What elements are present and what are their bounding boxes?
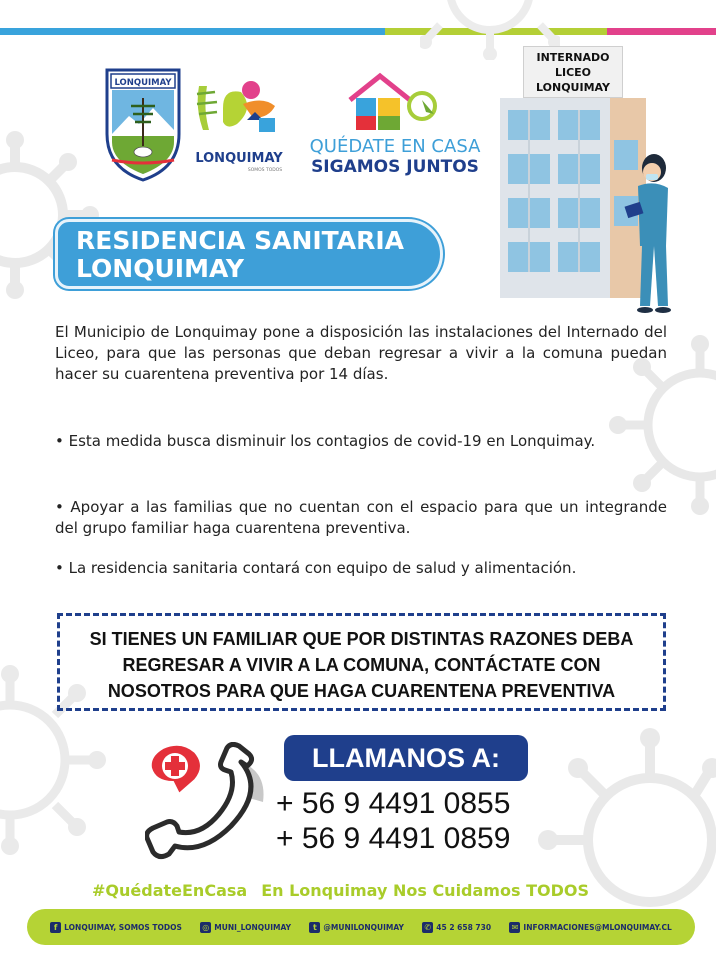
facebook-label: LONQUIMAY, SOMOS TODOS — [64, 922, 182, 932]
email-icon: ✉ — [509, 922, 520, 933]
quedate-en-casa-logo — [310, 70, 485, 180]
footer-contact-bar — [27, 909, 695, 945]
page-title — [55, 219, 443, 289]
footer-instagram[interactable] — [200, 922, 291, 933]
phone-number-2[interactable]: + 56 9 4491 0859 — [276, 822, 511, 855]
internado-line-3: LONQUIMAY — [536, 81, 610, 94]
callout-line-2: REGRESAR A VIVIR A LA COMUNA, CONTÁCTATE CON — [122, 655, 601, 675]
phone-medical-icon — [145, 742, 275, 862]
svg-text:QUÉDATE EN CASA: QUÉDATE EN CASA — [310, 136, 481, 157]
page-title-line-2: LONQUIMAY — [76, 254, 245, 283]
topbar-blue-segment — [0, 28, 385, 35]
svg-text:LONQUIMAY: LONQUIMAY — [195, 151, 283, 166]
phone-icon: ✆ — [422, 922, 433, 933]
contact-callout-box — [57, 613, 666, 711]
top-color-bar — [0, 28, 716, 35]
lonquimay-brand-logo — [193, 78, 288, 178]
svg-text:LONQUIMAY: LONQUIMAY — [114, 78, 172, 88]
lonquimay-shield-logo — [103, 64, 183, 184]
footer-twitter[interactable] — [309, 922, 404, 933]
hashtag-slogan-line — [92, 881, 589, 900]
footer-email[interactable] — [509, 922, 671, 933]
topbar-pink-segment — [607, 28, 716, 35]
internado-line-1: INTERNADO — [536, 51, 610, 64]
svg-text:SIGAMOS JUNTOS: SIGAMOS JUNTOS — [311, 157, 479, 177]
phone-number-1[interactable]: + 56 9 4491 0855 — [276, 787, 511, 820]
intro-paragraph: El Municipio de Lonquimay pone a disposición las instalaciones del Internado del Liceo, para que las personas que deban regresar a vivir a la comuna puedan hacer su cuarentena preventiva por 14 días. — [55, 323, 667, 383]
building-nurse-illustration — [498, 96, 678, 326]
bullet-item-3: • La residencia sanitaria contará con equipo de salud y alimentación. — [55, 559, 577, 577]
hashtag-text: #QuédateEnCasa — [92, 881, 248, 900]
email-label: INFORMACIONES@MLONQUIMAY.CL — [523, 922, 672, 932]
twitter-icon: t — [309, 922, 320, 933]
instagram-label: MUNI_LONQUIMAY — [214, 922, 292, 932]
facebook-icon: f — [50, 922, 61, 933]
bullet-item-2: • Apoyar a las familias que no cuentan con el espacio para que un integrande del grupo familiar haga cuarentena preventiva. — [55, 498, 667, 537]
footer-phone[interactable] — [422, 922, 491, 933]
footer-facebook[interactable] — [50, 922, 182, 933]
call-us-heading: LLAMANOS A: — [284, 735, 528, 781]
bullet-item-1: • Esta medida busca disminuir los contagios de covid-19 en Lonquimay. — [55, 432, 596, 450]
slogan-text: En Lonquimay Nos Cuidamos TODOS — [261, 881, 589, 900]
callout-line-3: NOSOTROS PARA QUE HAGA CUARENTENA PREVENTIVA — [107, 681, 616, 701]
callout-line-1: SI TIENES UN FAMILIAR QUE POR DISTINTAS RAZONES DEBA — [89, 629, 634, 649]
internado-line-2: LICEO — [554, 66, 592, 79]
svg-text:SOMOS TODOS: SOMOS TODOS — [247, 168, 283, 173]
internado-label-box — [523, 46, 623, 98]
footer-phone-label: 45 2 658 730 — [436, 922, 492, 932]
twitter-label: @MUNILONQUIMAY — [323, 922, 404, 932]
instagram-icon: ◎ — [200, 922, 211, 933]
page-title-line-1: RESIDENCIA SANITARIA — [76, 226, 405, 255]
